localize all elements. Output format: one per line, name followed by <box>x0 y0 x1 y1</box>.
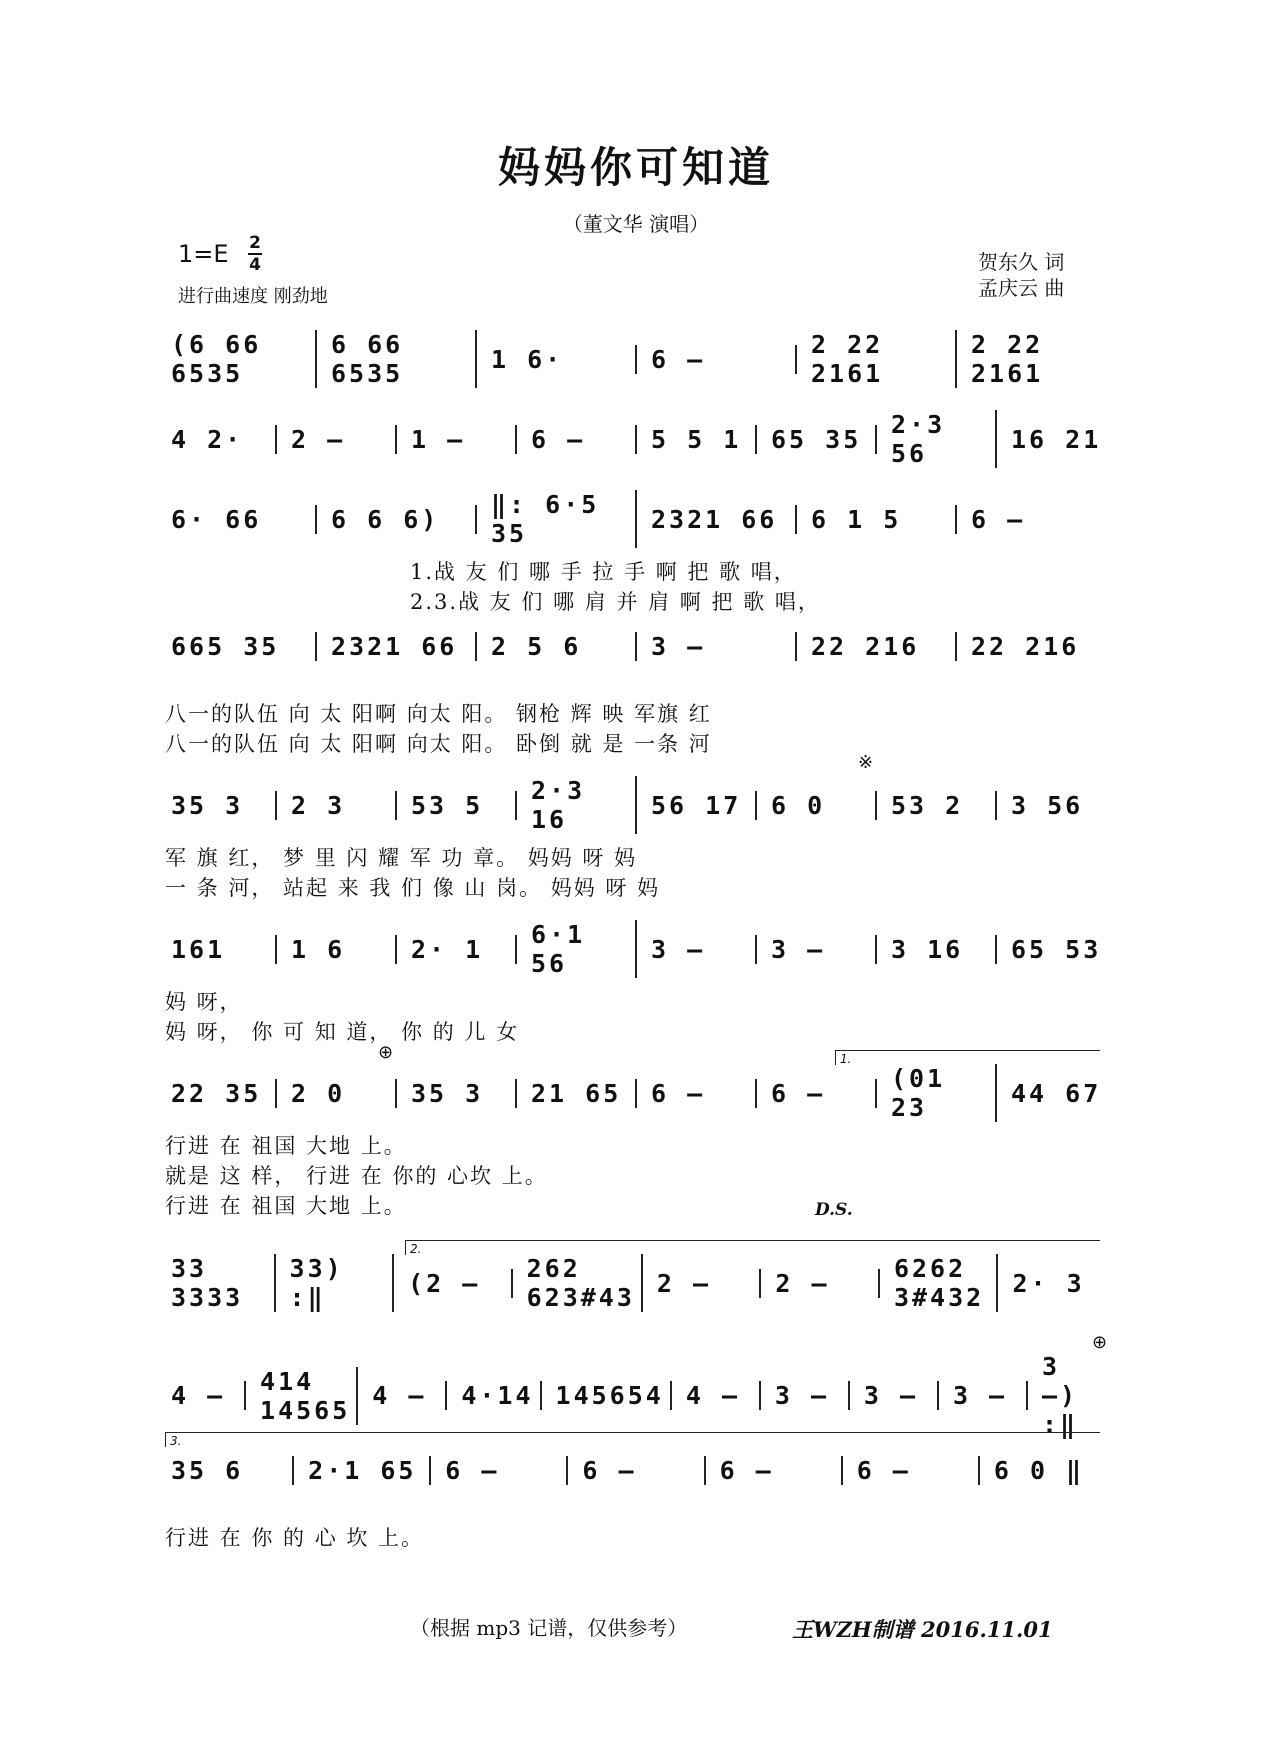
coda-sign: ⊕ <box>1092 1332 1108 1353</box>
measure: 5 5 1 <box>645 425 757 454</box>
volta-bracket-2 <box>405 1240 1100 1255</box>
performer-subtitle: （董文华 演唱） <box>562 212 710 236</box>
score-row <box>165 632 1115 662</box>
measure: 35 6 <box>165 1456 294 1485</box>
measure: 6262 3#432 <box>888 1254 999 1312</box>
measure: 1 6 <box>285 935 397 964</box>
measure: 6 6 6) <box>325 505 477 534</box>
dal-segno-marking: D.S. <box>815 1200 853 1220</box>
measure: 53 5 <box>405 791 517 820</box>
measure: 1 – <box>405 425 517 454</box>
measure: 6 – <box>714 1456 843 1485</box>
score-row <box>165 920 1115 979</box>
measure: 2 – <box>285 425 397 454</box>
measure: 4 – <box>366 1381 447 1410</box>
measure: 262 623#43 <box>521 1254 643 1312</box>
score-row <box>165 490 1115 549</box>
measure: 3 – <box>765 935 877 964</box>
measure: 2·3 56 <box>885 410 997 468</box>
lyric-line: 八一的队伍 向 太 阳啊 向太 阳。 钢枪 辉 映 军旗 红 <box>165 702 712 726</box>
measure: 22 216 <box>971 632 1080 661</box>
measure: 2· 3 <box>1012 1268 1085 1298</box>
measure: 1 6· <box>485 345 637 374</box>
measure: 2· 1 <box>405 935 517 964</box>
measure: 21 65 <box>525 1079 637 1108</box>
measure: 53 2 <box>885 791 997 820</box>
volta-label: 2. <box>410 1242 422 1256</box>
measure: 4·14 <box>455 1381 541 1410</box>
score-row <box>165 1352 1115 1440</box>
measure: 33) :‖ <box>284 1254 395 1312</box>
composer-credit: 孟庆云 曲 <box>978 276 1065 300</box>
lyric-line: 一 条 河， 站起 来 我 们 像 山 岗。 妈妈 呀 妈 <box>165 876 661 900</box>
measure: 16 21 <box>1011 424 1102 454</box>
measure: ‖: 6·5 35 <box>485 490 637 548</box>
measure: 6 – <box>645 345 797 374</box>
coda-sign: ⊕ <box>378 1042 394 1063</box>
measure: 6 – <box>851 1456 980 1485</box>
measure: (6 66 6535 <box>165 330 317 388</box>
score-row <box>165 1064 1115 1123</box>
measure: 4 – <box>680 1381 761 1410</box>
measure: 2321 66 <box>645 505 797 534</box>
measure: 35 3 <box>165 791 277 820</box>
measure: 6 – <box>525 425 637 454</box>
measure: 6 0 ‖ <box>993 1456 1085 1485</box>
lyric-line: 行进 在 祖国 大地 上。 <box>165 1134 407 1158</box>
volta-label: 1. <box>840 1052 852 1066</box>
measure: 2 22 2161 <box>805 330 957 388</box>
lyric-line: 行进 在 祖国 大地 上。 <box>165 1194 407 1218</box>
score-row <box>165 410 1115 469</box>
measure: 3 16 <box>885 935 997 964</box>
measure: 3 – <box>769 1381 850 1410</box>
measure: 65 53 <box>1011 934 1102 964</box>
measure: 414 14565 <box>254 1367 358 1425</box>
measure: 3 – <box>858 1381 939 1410</box>
measure: 2·3 16 <box>525 776 637 834</box>
measure: (2 – <box>402 1269 513 1298</box>
lyric-line: 2.3.战 友 们 哪 肩 并 肩 啊 把 歌 唱， <box>410 590 821 614</box>
measure: 3 – <box>645 935 757 964</box>
measure: 161 <box>165 935 277 964</box>
measure: 2 0 <box>285 1079 397 1108</box>
score-row <box>165 1456 1115 1486</box>
measure: 22 35 <box>165 1079 277 1108</box>
lyric-line: 妈 呀， 你 可 知 道， 你 的 儿 女 <box>165 1020 520 1044</box>
measure: 6 0 <box>765 791 877 820</box>
key-signature: 1=E <box>178 240 229 268</box>
score-row <box>165 330 1115 389</box>
score-row <box>165 1254 1115 1313</box>
volta-bracket-3 <box>165 1432 1100 1447</box>
transcription-note: （根据 mp3 记谱，仅供参考） <box>410 1616 688 1640</box>
measure: 3 – <box>645 632 797 661</box>
measure: 2 22 2161 <box>971 330 1044 388</box>
measure: 6·1 56 <box>525 920 637 978</box>
measure: 33 3333 <box>165 1254 276 1312</box>
measure: 2 5 6 <box>485 632 637 661</box>
measure: 4 2· <box>165 425 277 454</box>
volta-bracket-1 <box>835 1050 1100 1065</box>
measure: 6 – <box>971 504 1026 534</box>
song-title: 妈妈你可知道 <box>497 143 774 192</box>
transcriber-credit: 王WZH制谱 2016.11.01 <box>792 1617 1053 1642</box>
measure: 35 3 <box>405 1079 517 1108</box>
measure: 2 3 <box>285 791 397 820</box>
time-signature-bottom: 4 <box>249 255 261 275</box>
time-signature-top: 2 <box>249 233 261 253</box>
volta-label: 3. <box>170 1434 182 1448</box>
measure: 6 – <box>765 1079 877 1108</box>
measure: 145654 <box>550 1381 672 1410</box>
measure: 3 56 <box>1011 790 1084 820</box>
measure: 2 – <box>651 1269 762 1298</box>
measure: 65 35 <box>765 425 877 454</box>
time-signature <box>248 234 262 274</box>
measure: 6· 66 <box>165 505 317 534</box>
lyricist-credit: 贺东久 词 <box>978 250 1065 274</box>
measure: 3 –) :‖ <box>1041 1352 1079 1439</box>
measure: 6 – <box>645 1079 757 1108</box>
lyric-line: 八一的队伍 向 太 阳啊 向太 阳。 卧倒 就 是 一条 河 <box>165 732 712 756</box>
lyric-line: 军 旗 红， 梦 里 闪 耀 军 功 章。 妈妈 呀 妈 <box>165 846 638 870</box>
tempo-marking: 进行曲速度 刚劲地 <box>178 286 328 307</box>
lyric-line: 妈 呀， <box>165 990 243 1014</box>
measure: 6 – <box>439 1456 568 1485</box>
measure: 22 216 <box>805 632 957 661</box>
lyric-line: 1.战 友 们 哪 手 拉 手 啊 把 歌 唱， <box>410 560 797 584</box>
measure: 3 – <box>947 1381 1028 1410</box>
lyric-line: 行进 在 你 的 心 坎 上。 <box>165 1526 425 1550</box>
measure: 2 – <box>769 1269 880 1298</box>
measure: 4 – <box>165 1381 246 1410</box>
measure: 56 17 <box>645 791 757 820</box>
measure: 665 35 <box>165 632 317 661</box>
measure: 44 67 <box>1011 1078 1102 1108</box>
lyric-line: 就是 这 样， 行进 在 你的 心坎 上。 <box>165 1164 548 1188</box>
measure: 2·1 65 <box>302 1456 431 1485</box>
segno-sign: ※ <box>858 752 874 773</box>
measure: 6 1 5 <box>805 505 957 534</box>
measure: 6 66 6535 <box>325 330 477 388</box>
score-row <box>165 776 1115 835</box>
measure: (01 23 <box>885 1064 997 1122</box>
measure: 2321 66 <box>325 632 477 661</box>
measure: 6 – <box>576 1456 705 1485</box>
